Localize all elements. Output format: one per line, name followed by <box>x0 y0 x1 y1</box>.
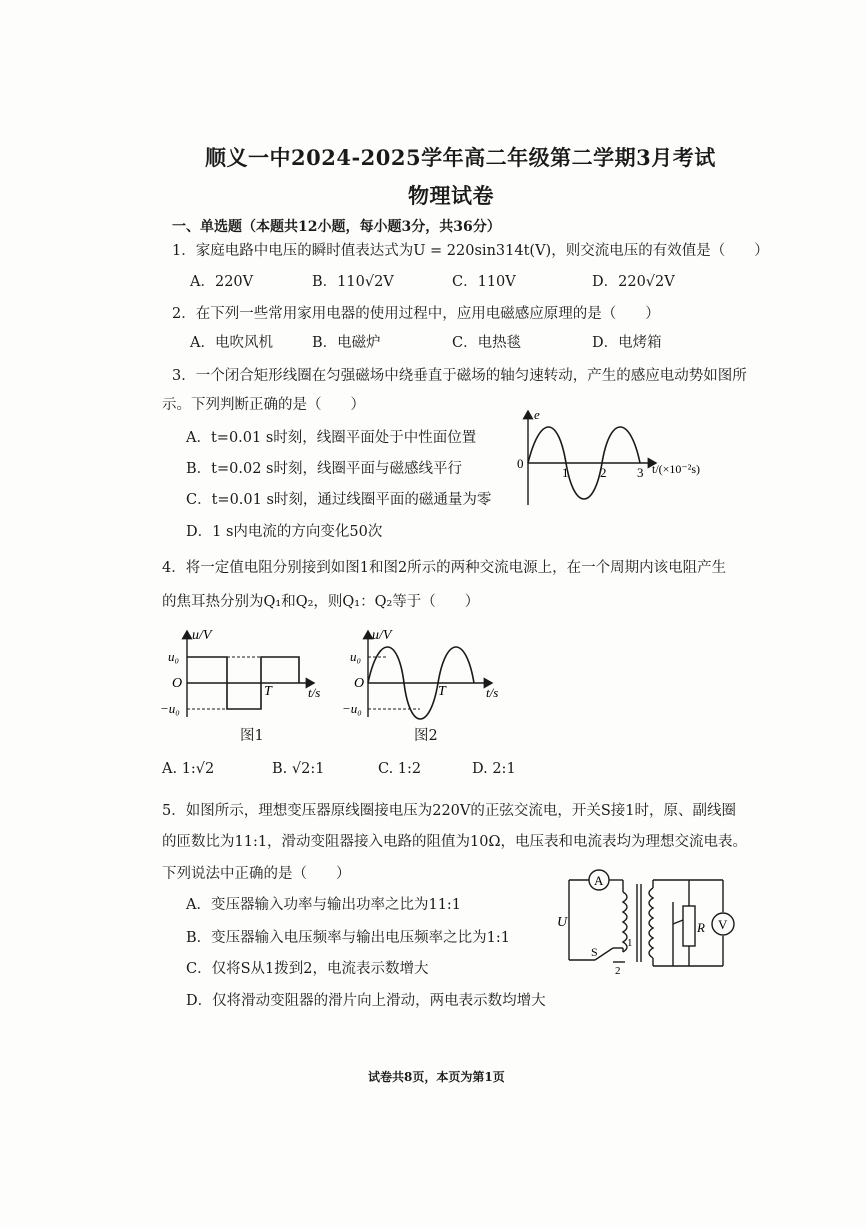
fig2-neg-u0-label: −u₀ <box>342 701 362 716</box>
q3-tick-1: 1 <box>562 465 569 480</box>
section-heading: 一、单选题（本题共12小题，每小题3分，共36分） <box>172 219 501 235</box>
q2-option-c: C．电热毯 <box>452 335 522 351</box>
q5-transformer-circuit <box>555 862 745 977</box>
q3-tick-2: 2 <box>600 465 607 480</box>
q4-option-c: C. 1:2 <box>378 761 422 777</box>
q3-x-label: t/(×10⁻²s) <box>652 462 701 476</box>
fig2-period-label: T <box>438 684 446 699</box>
fig1-origin: O <box>172 676 183 691</box>
q1-option-a: A．220V <box>190 274 254 290</box>
exam-subtitle: 物理试卷 <box>408 183 494 208</box>
fig1-neg-u0-label: −u₀ <box>160 701 180 716</box>
fig1-period-label: T <box>264 684 272 699</box>
q5-option-a: A．变压器输入功率与输出功率之比为11:1 <box>186 897 462 913</box>
fig1-x-label: t/s <box>308 685 321 700</box>
voltmeter-label: V <box>718 917 728 932</box>
q1-option-d: D．220√2V <box>592 274 675 290</box>
question-4-stem-line1: 4．将一定值电阻分别接到如图1和图2所示的两种交流电源上，在一个周期内该电阻产生 <box>162 560 727 576</box>
circuit-u-label: U <box>557 915 568 930</box>
q2-option-a: A．电吹风机 <box>190 335 273 351</box>
q3-origin-label: 0 <box>517 456 524 471</box>
fig1-y-label: u/V <box>192 628 212 643</box>
page-footer: 试卷共8页，本页为第1页 <box>368 1070 505 1084</box>
switch-terminal-1: 1 <box>627 937 633 949</box>
q4-option-d: D. 2:1 <box>472 761 516 777</box>
question-4-stem-line2: 的焦耳热分别为Q₁和Q₂，则Q₁：Q₂等于（ ） <box>162 594 480 610</box>
fig2-y-label: u/V <box>372 628 392 643</box>
q1-option-b: B．110√2V <box>312 274 394 290</box>
question-2-stem: 2．在下列一些常用家用电器的使用过程中，应用电磁感应原理的是（ ） <box>172 306 660 322</box>
question-3-stem-line2: 示。下列判断正确的是（ ） <box>162 397 365 413</box>
question-5-stem-line1: 5．如图所示，理想变压器原线圈接电压为220V的正弦交流电，开关S接1时，原、副线圈 <box>162 803 737 819</box>
q5-option-c: C．仅将S从1拨到2，电流表示数增大 <box>186 961 429 977</box>
q3-y-label: e <box>534 407 540 422</box>
q3-option-c: C．t=0.01 s时刻，通过线圈平面的磁通量为零 <box>186 492 492 508</box>
q4-option-a: A. 1:√2 <box>162 761 215 777</box>
rheostat-label: R <box>697 920 705 935</box>
q3-emf-graph <box>510 405 725 510</box>
q1-option-c: C．110V <box>452 274 516 290</box>
ammeter-label: A <box>594 873 604 888</box>
q3-tick-3: 3 <box>637 465 644 480</box>
fig1-u0-label: u₀ <box>168 649 180 664</box>
question-5-stem-line3: 下列说法中正确的是（ ） <box>162 866 351 882</box>
fig2-caption: 图2 <box>414 728 438 744</box>
fig2-u0-label: u₀ <box>350 649 362 664</box>
question-1-stem: 1．家庭电路中电压的瞬时值表达式为U = 220sin314t(V)，则交流电压的有效值是（ ） <box>172 243 769 259</box>
q3-option-a: A．t=0.01 s时刻，线圈平面处于中性面位置 <box>186 430 477 446</box>
q3-option-b: B．t=0.02 s时刻，线圈平面与磁感线平行 <box>186 461 462 477</box>
q2-option-d: D．电烤箱 <box>592 335 662 351</box>
q5-option-d: D．仅将滑动变阻器的滑片向上滑动，两电表示数均增大 <box>186 993 546 1009</box>
question-5-stem-line2: 的匝数比为11:1，滑动变阻器接入电路的阻值为10Ω，电压表和电流表均为理想交流电表。 <box>162 834 748 850</box>
exam-title: 顺义一中2024-2025学年高二年级第二学期3月考试 <box>205 145 716 170</box>
fig1-caption: 图1 <box>240 728 264 744</box>
fig2-x-label: t/s <box>486 685 499 700</box>
q3-option-d: D．1 s内电流的方向变化50次 <box>186 524 383 540</box>
switch-terminal-2: 2 <box>615 965 621 977</box>
q4-figure-2 <box>340 625 515 720</box>
q4-figure-1 <box>160 625 350 720</box>
fig2-origin: O <box>354 676 365 691</box>
q2-option-b: B．电磁炉 <box>312 335 381 351</box>
q4-option-b: B. √2:1 <box>272 761 325 777</box>
question-3-stem-line1: 3．一个闭合矩形线圈在匀强磁场中绕垂直于磁场的轴匀速转动，产生的感应电动势如图所 <box>172 368 747 384</box>
circuit-switch-label: S <box>591 945 598 959</box>
q5-option-b: B．变压器输入电压频率与输出电压频率之比为1:1 <box>186 930 510 946</box>
